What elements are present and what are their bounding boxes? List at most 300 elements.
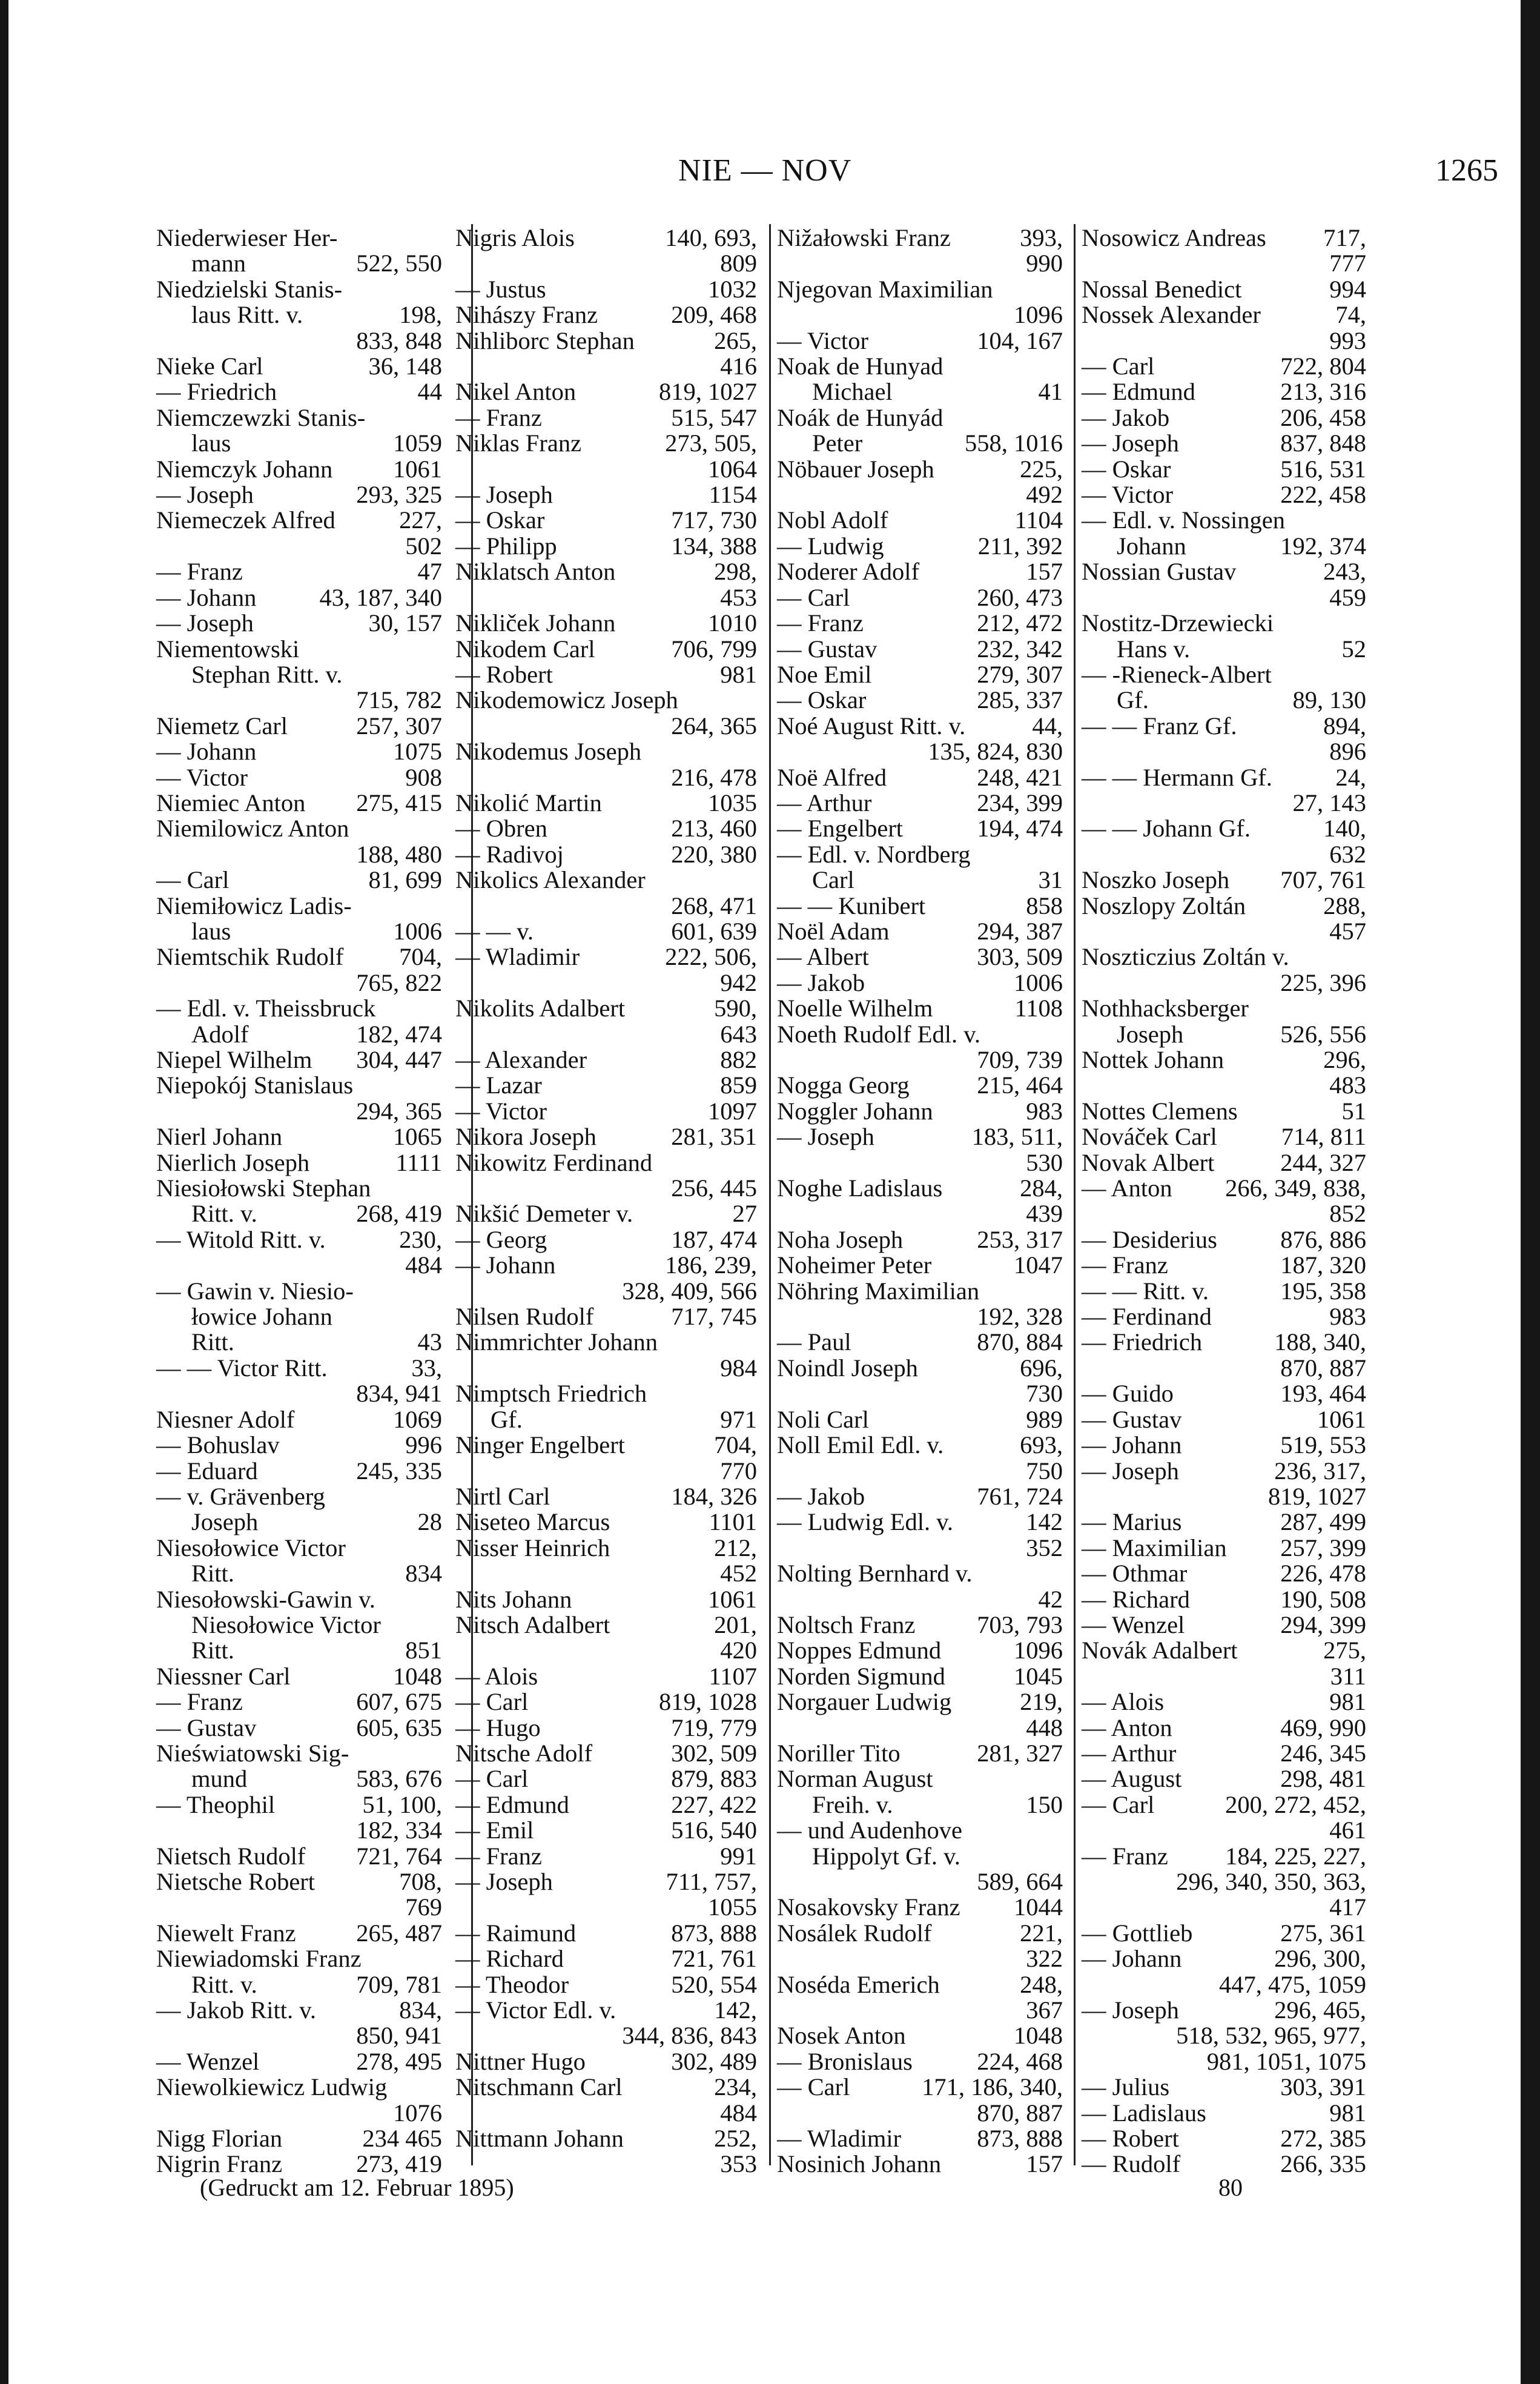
- index-entry: [1082, 1638, 1366, 1663]
- entry-name: Nits Johann: [455, 1585, 572, 1613]
- entry-name: Noszlopy Zoltán: [1082, 892, 1246, 919]
- index-entry: [455, 1176, 757, 1201]
- entry-name: Hans v.: [1117, 635, 1191, 663]
- index-entry: [1082, 1150, 1366, 1176]
- index-entry: [1082, 1689, 1366, 1715]
- index-entry: [455, 251, 757, 276]
- index-entry: [777, 482, 1063, 508]
- entry-name: Noak de Hunyad: [777, 353, 943, 380]
- index-entry: [1082, 1998, 1366, 2023]
- index-entry: [156, 944, 442, 970]
- entry-page-refs: 195, 358: [1280, 1277, 1366, 1305]
- entry-page-refs: 605, 635: [356, 1714, 442, 1741]
- entry-name: Nisser Heinrich: [455, 1534, 610, 1561]
- entry-page-refs: 275,: [1323, 1637, 1366, 1664]
- entry-page-refs: 221,: [1020, 1919, 1063, 1947]
- entry-name: — Carl: [1082, 353, 1155, 380]
- entry-page-refs: 530: [1026, 1148, 1063, 1176]
- entry-name: — Joseph: [455, 481, 553, 509]
- index-entry: [1082, 2126, 1366, 2151]
- entry-page-refs: 717,: [1323, 224, 1366, 251]
- entry-name: Noriller Tito: [777, 1739, 901, 1767]
- entry-page-refs: 484: [405, 1251, 442, 1279]
- index-entry: [156, 1869, 442, 1895]
- entry-name: Stephan Ritt. v.: [191, 660, 343, 688]
- entry-page-refs: 44: [417, 378, 442, 406]
- entry-page-refs: 1108: [1014, 995, 1063, 1022]
- index-entry: [1082, 1227, 1366, 1253]
- entry-page-refs: 894,: [1323, 712, 1366, 740]
- entry-page-refs: 704,: [399, 943, 442, 971]
- index-entry: [455, 354, 757, 379]
- entry-name: — Hugo: [455, 1714, 541, 1741]
- entry-name: — Ludwig Edl. v.: [777, 1508, 953, 1536]
- entry-page-refs: 447, 475, 1059: [1219, 1970, 1366, 1998]
- index-entry: [777, 893, 1063, 919]
- entry-page-refs: 526, 556: [1280, 1020, 1366, 1048]
- index-entry: [1082, 970, 1366, 996]
- entry-page-refs: 36, 148: [368, 353, 442, 380]
- entry-name: [777, 482, 1063, 508]
- entry-page-refs: 996: [405, 1431, 442, 1459]
- entry-name: — Johann: [1082, 1945, 1182, 1973]
- entry-name: — — Johann Gf.: [1082, 815, 1251, 843]
- entry-page-refs: 1059: [393, 429, 442, 457]
- index-entry: [156, 996, 442, 1021]
- entry-name: [777, 1998, 1063, 2023]
- entry-name: [1082, 1073, 1366, 1098]
- index-entry: [156, 1099, 442, 1124]
- entry-page-refs: 142: [1026, 1508, 1063, 1536]
- entry-page-refs: 870, 887: [1280, 1354, 1366, 1382]
- entry-name: Norman August: [777, 1765, 933, 1793]
- index-entry: [156, 867, 442, 893]
- index-entry: [777, 1535, 1063, 1561]
- entry-name: — Gustav: [777, 635, 877, 663]
- entry-page-refs: 188, 340,: [1274, 1328, 1366, 1356]
- entry-page-refs: 27: [732, 1200, 757, 1228]
- entry-page-refs: 1097: [708, 1097, 757, 1125]
- entry-page-refs: 417: [1329, 1893, 1366, 1921]
- index-entry: [455, 2023, 757, 2048]
- index-entry: [156, 1150, 442, 1176]
- entry-page-refs: 260, 473: [977, 583, 1063, 611]
- index-entry: [1082, 1844, 1366, 1869]
- entry-page-refs: 31: [1038, 866, 1063, 894]
- entry-name: [1082, 1895, 1366, 1920]
- entry-page-refs: 265,: [714, 326, 757, 354]
- entry-page-refs: 303, 509: [977, 943, 1063, 971]
- index-entry: [156, 431, 442, 456]
- entry-page-refs: 234,: [714, 2073, 757, 2101]
- entry-name: [455, 251, 757, 276]
- index-entry: [455, 2049, 757, 2074]
- entry-name: [1082, 739, 1366, 764]
- index-entry: [777, 1279, 1063, 1304]
- index-entry: [1082, 739, 1366, 764]
- index-entry: [156, 1304, 442, 1329]
- entry-name: Nieświatowski Sig-: [156, 1739, 349, 1767]
- index-entry: [1082, 1509, 1366, 1535]
- entry-page-refs: 1048: [1014, 2022, 1063, 2050]
- index-entry: [777, 1587, 1063, 1612]
- entry-page-refs: 1061: [1317, 1405, 1366, 1433]
- entry-page-refs: 284,: [1020, 1174, 1063, 1202]
- entry-page-refs: 769: [405, 1893, 442, 1921]
- entry-page-refs: 275, 361: [1280, 1919, 1366, 1947]
- entry-page-refs: 1006: [1014, 968, 1063, 996]
- entry-name: Nitschmann Carl: [455, 2073, 623, 2101]
- entry-name: — Alexander: [455, 1046, 587, 1073]
- entry-name: Johann: [1117, 532, 1186, 560]
- index-entry: [1082, 1047, 1366, 1073]
- entry-page-refs: 1061: [708, 1585, 757, 1613]
- entry-name: [777, 1946, 1063, 1972]
- index-entry: [455, 1561, 757, 1586]
- entry-name: — Gawin v. Niesio-: [156, 1277, 354, 1305]
- index-entry: [455, 1047, 757, 1073]
- entry-name: [777, 1381, 1063, 1406]
- entry-name: Niesiołowski Stephan: [156, 1174, 371, 1202]
- index-entry: [156, 1459, 442, 1484]
- entry-name: Nolting Bernhard v.: [777, 1560, 973, 1588]
- index-entry: [1082, 585, 1366, 611]
- index-entry: [156, 1253, 442, 1278]
- index-entry: [156, 611, 442, 636]
- index-entry: [455, 328, 757, 354]
- entry-name: Noë Alfred: [777, 763, 887, 791]
- entry-name: [1082, 1201, 1366, 1227]
- entry-page-refs: 502: [405, 532, 442, 560]
- entry-name: Niemiec Anton: [156, 789, 306, 816]
- index-entry: [777, 687, 1063, 713]
- entry-page-refs: 483: [1329, 1071, 1366, 1099]
- index-entry: [455, 1304, 757, 1329]
- index-entry: [156, 637, 442, 662]
- index-entry: [1082, 1664, 1366, 1689]
- index-entry: [156, 2074, 442, 2100]
- entry-page-refs: 352: [1026, 1534, 1063, 1561]
- entry-name: — Carl: [777, 2073, 850, 2101]
- index-entry: [777, 225, 1063, 251]
- index-entry: [455, 1381, 757, 1406]
- entry-name: [455, 354, 757, 379]
- index-entry: [156, 1535, 442, 1561]
- index-entry: [777, 919, 1063, 944]
- entry-name: Nikolics Alexander: [455, 866, 646, 894]
- entry-name: [455, 1459, 757, 1484]
- entry-page-refs: 819, 1028: [659, 1688, 757, 1716]
- entry-name: — Wenzel: [156, 2047, 260, 2075]
- entry-page-refs: 942: [720, 968, 757, 996]
- index-entry: [156, 1612, 442, 1638]
- index-entry: [1082, 1304, 1366, 1329]
- entry-name: — und Audenhove: [777, 1816, 962, 1844]
- index-entry: [777, 765, 1063, 790]
- entry-page-refs: 1107: [709, 1662, 757, 1690]
- index-entry: [156, 1921, 442, 1946]
- entry-page-refs: 834: [405, 1560, 442, 1588]
- entry-name: Niepokój Stanislaus: [156, 1071, 354, 1099]
- running-header: NIE — NOV: [678, 153, 852, 188]
- index-entry: [455, 1124, 757, 1150]
- entry-name: [156, 1253, 442, 1278]
- index-entry: [1082, 328, 1366, 354]
- entry-page-refs: 416: [720, 353, 757, 380]
- index-entry: [455, 1869, 757, 1895]
- index-entry: [777, 354, 1063, 379]
- entry-name: Nováček Carl: [1082, 1123, 1217, 1151]
- entry-name: Ritt. v.: [191, 1970, 257, 1998]
- entry-page-refs: 272, 385: [1280, 2125, 1366, 2153]
- entry-name: — Anton: [1082, 1714, 1172, 1741]
- entry-page-refs: 278, 495: [356, 2047, 442, 2075]
- entry-page-refs: 184, 326: [671, 1482, 757, 1510]
- index-entry: [777, 842, 1063, 867]
- entry-page-refs: 266, 335: [1280, 2150, 1366, 2178]
- entry-page-refs: 719, 779: [671, 1714, 757, 1741]
- index-entry: [455, 765, 757, 790]
- entry-name: Nikel Anton: [455, 378, 577, 406]
- entry-page-refs: 558, 1016: [965, 429, 1063, 457]
- entry-name: Niesołowice Victor: [156, 1534, 346, 1561]
- entry-page-refs: 234, 399: [977, 789, 1063, 816]
- entry-name: — Franz: [156, 558, 243, 586]
- entry-name: — Franz: [455, 403, 542, 431]
- entry-name: — Wladimir: [777, 2125, 902, 2153]
- entry-page-refs: 187, 320: [1280, 1251, 1366, 1279]
- entry-name: Niewiadomski Franz: [156, 1945, 362, 1973]
- index-entry: [455, 1459, 757, 1484]
- entry-page-refs: 990: [1026, 250, 1063, 277]
- entry-name: Nietsche Robert: [156, 1868, 316, 1895]
- index-entry: [777, 790, 1063, 816]
- entry-name: [455, 1356, 757, 1381]
- entry-name: Nikodemowicz Joseph: [455, 686, 678, 714]
- index-entry: [156, 1792, 442, 1818]
- index-entry: [777, 662, 1063, 687]
- entry-page-refs: 182, 474: [356, 1020, 442, 1048]
- entry-name: — Oskar: [777, 686, 867, 714]
- index-entry: [1082, 687, 1366, 713]
- index-entry: [455, 1895, 757, 1920]
- entry-page-refs: 285, 337: [977, 686, 1063, 714]
- index-entry: [455, 431, 757, 456]
- entry-name: Nierlich Joseph: [156, 1148, 310, 1176]
- index-entry: [156, 1689, 442, 1715]
- index-entry: [777, 1356, 1063, 1381]
- entry-name: Nitsche Adolf: [455, 1739, 593, 1767]
- entry-page-refs: 201,: [714, 1611, 757, 1638]
- entry-page-refs: 516, 540: [671, 1816, 757, 1844]
- entry-name: Noelle Wilhelm: [777, 995, 933, 1022]
- index-entry: [156, 1766, 442, 1792]
- entry-page-refs: 298,: [714, 558, 757, 586]
- index-entry: [777, 1792, 1063, 1818]
- entry-page-refs: 81, 699: [368, 866, 442, 894]
- entry-page-refs: 519, 553: [1280, 1431, 1366, 1459]
- index-entry: [1082, 1124, 1366, 1150]
- entry-name: — Victor: [1082, 481, 1173, 509]
- index-entry: [455, 379, 757, 405]
- entry-page-refs: 583, 676: [356, 1765, 442, 1793]
- entry-page-refs: 761, 724: [977, 1482, 1063, 1510]
- entry-name: — — Victor Ritt.: [156, 1354, 328, 1382]
- entry-name: — Edl. v. Nordberg: [777, 840, 971, 868]
- entry-name: — Ludwig: [777, 532, 884, 560]
- entry-name: — Bohuslav: [156, 1431, 280, 1459]
- entry-page-refs: 1065: [393, 1123, 442, 1151]
- index-entry: [455, 1535, 757, 1561]
- entry-page-refs: 30, 157: [368, 609, 442, 637]
- index-entry: [455, 1484, 757, 1509]
- entry-page-refs: 1048: [393, 1662, 442, 1690]
- entry-name: Niederwieser Her-: [156, 224, 338, 251]
- scan-left-edge: [0, 0, 8, 2384]
- entry-name: — Theodor: [455, 1970, 569, 1998]
- entry-name: Ritt.: [191, 1637, 234, 1664]
- entry-name: — Philipp: [455, 532, 557, 560]
- entry-page-refs: 709, 781: [356, 1970, 442, 1998]
- entry-page-refs: 52: [1341, 635, 1366, 663]
- entry-name: Michael: [812, 378, 893, 406]
- index-entry: [777, 1664, 1063, 1689]
- entry-name: Niseteo Marcus: [455, 1508, 610, 1536]
- entry-page-refs: 302, 489: [671, 2047, 757, 2075]
- entry-page-refs: 858: [1026, 892, 1063, 919]
- entry-page-refs: 190, 508: [1280, 1585, 1366, 1613]
- index-entry: [156, 1946, 442, 1972]
- entry-page-refs: 213, 316: [1280, 378, 1366, 406]
- entry-name: — Robert: [455, 660, 553, 688]
- index-entry: [777, 1047, 1063, 1073]
- entry-page-refs: 225, 396: [1280, 968, 1366, 996]
- entry-page-refs: 709, 739: [977, 1046, 1063, 1073]
- entry-name: — Bronislaus: [777, 2047, 913, 2075]
- entry-page-refs: 896: [1329, 738, 1366, 766]
- index-entry: [455, 1921, 757, 1946]
- entry-page-refs: 994: [1329, 275, 1366, 303]
- entry-name: Nihászy Franz: [455, 301, 598, 329]
- entry-name: Nikowitz Ferdinand: [455, 1148, 653, 1176]
- index-entry: [156, 970, 442, 996]
- entry-name: — — Hermann Gf.: [1082, 763, 1272, 791]
- index-entry: [156, 379, 442, 405]
- entry-name: Nikodem Carl: [455, 635, 595, 663]
- entry-name: — Lazar: [455, 1071, 542, 1099]
- index-entry: [1082, 1946, 1366, 1972]
- entry-name: — Oskar: [1082, 455, 1171, 483]
- entry-page-refs: 328, 409, 566: [622, 1277, 757, 1305]
- entry-name: Niepel Wilhelm: [156, 1046, 312, 1073]
- index-entry: [455, 1253, 757, 1278]
- entry-page-refs: 461: [1329, 1816, 1366, 1844]
- entry-name: Nittmann Johann: [455, 2125, 624, 2153]
- entry-page-refs: 248, 421: [977, 763, 1063, 791]
- entry-name: Noppes Edmund: [777, 1637, 942, 1664]
- entry-page-refs: 770: [720, 1457, 757, 1485]
- entry-page-refs: 1035: [708, 789, 757, 816]
- entry-name: — Friedrich: [1082, 1328, 1203, 1356]
- entry-name: Ninger Engelbert: [455, 1431, 626, 1459]
- entry-name: — Alois: [455, 1662, 538, 1690]
- index-entry: [777, 1895, 1063, 1920]
- entry-page-refs: 908: [405, 763, 442, 791]
- entry-page-refs: 715, 782: [356, 686, 442, 714]
- index-entry: [1082, 508, 1366, 533]
- entry-name: — Albert: [777, 943, 869, 971]
- index-entry: [777, 816, 1063, 841]
- entry-name: Niemilowicz Anton: [156, 815, 349, 843]
- entry-page-refs: 777: [1329, 250, 1366, 277]
- entry-page-refs: 1045: [1014, 1662, 1063, 1690]
- entry-name: — v. Grävenberg: [156, 1482, 325, 1510]
- index-entry: [455, 277, 757, 302]
- entry-page-refs: 1111: [395, 1148, 442, 1176]
- entry-page-refs: 711, 757,: [666, 1868, 757, 1895]
- entry-name: Nižałowski Franz: [777, 224, 951, 251]
- entry-page-refs: 448: [1026, 1714, 1063, 1741]
- index-entry: [156, 1022, 442, 1047]
- entry-page-refs: 819, 1027: [1268, 1482, 1366, 1510]
- entry-name: — Franz: [455, 1842, 542, 1870]
- index-entry: [455, 790, 757, 816]
- entry-name: Noli Carl: [777, 1405, 869, 1433]
- entry-name: — Jakob: [777, 968, 865, 996]
- entry-name: — Othmar: [1082, 1560, 1188, 1588]
- index-entry: [777, 1509, 1063, 1535]
- entry-page-refs: 1064: [708, 455, 757, 483]
- entry-name: Nöbauer Joseph: [777, 455, 934, 483]
- entry-name: Nikora Joseph: [455, 1123, 597, 1151]
- index-entry: [455, 1407, 757, 1432]
- entry-page-refs: 1075: [393, 738, 442, 766]
- entry-name: Nosinich Johann: [777, 2150, 942, 2178]
- entry-page-refs: 459: [1329, 583, 1366, 611]
- index-entry: [777, 2049, 1063, 2074]
- entry-name: Nikšić Demeter v.: [455, 1200, 633, 1228]
- entry-page-refs: 870, 887: [977, 2099, 1063, 2127]
- entry-name: — Engelbert: [777, 815, 904, 843]
- index-entry: [777, 1741, 1063, 1766]
- entry-name: — — Franz Gf.: [1082, 712, 1237, 740]
- entry-name: Nostitz-Drzewiecki: [1082, 609, 1274, 637]
- index-entry: [777, 1073, 1063, 1098]
- entry-page-refs: 852: [1329, 1200, 1366, 1228]
- index-entry: [1082, 919, 1366, 944]
- index-entry: [1082, 1741, 1366, 1766]
- index-entry: [1082, 1895, 1366, 1920]
- entry-name: laus: [191, 429, 231, 457]
- index-entry: [455, 508, 757, 533]
- entry-page-refs: 643: [720, 1020, 757, 1048]
- entry-name: — Johann: [455, 1251, 556, 1279]
- entry-page-refs: 212,: [714, 1534, 757, 1561]
- entry-page-refs: 1076: [393, 2099, 442, 2127]
- entry-name: — Joseph: [156, 609, 254, 637]
- entry-name: [777, 251, 1063, 276]
- entry-page-refs: 27, 143: [1292, 789, 1366, 816]
- index-entry: [1082, 893, 1366, 919]
- entry-name: — Paul: [777, 1328, 851, 1356]
- index-entry: [156, 662, 442, 687]
- index-entry: [777, 1099, 1063, 1124]
- entry-page-refs: 1104: [1014, 506, 1063, 534]
- index-entry: [1082, 1921, 1366, 1946]
- entry-name: Njegovan Maximilian: [777, 275, 993, 303]
- entry-name: — Gustav: [156, 1714, 257, 1741]
- index-entry: [156, 1047, 442, 1073]
